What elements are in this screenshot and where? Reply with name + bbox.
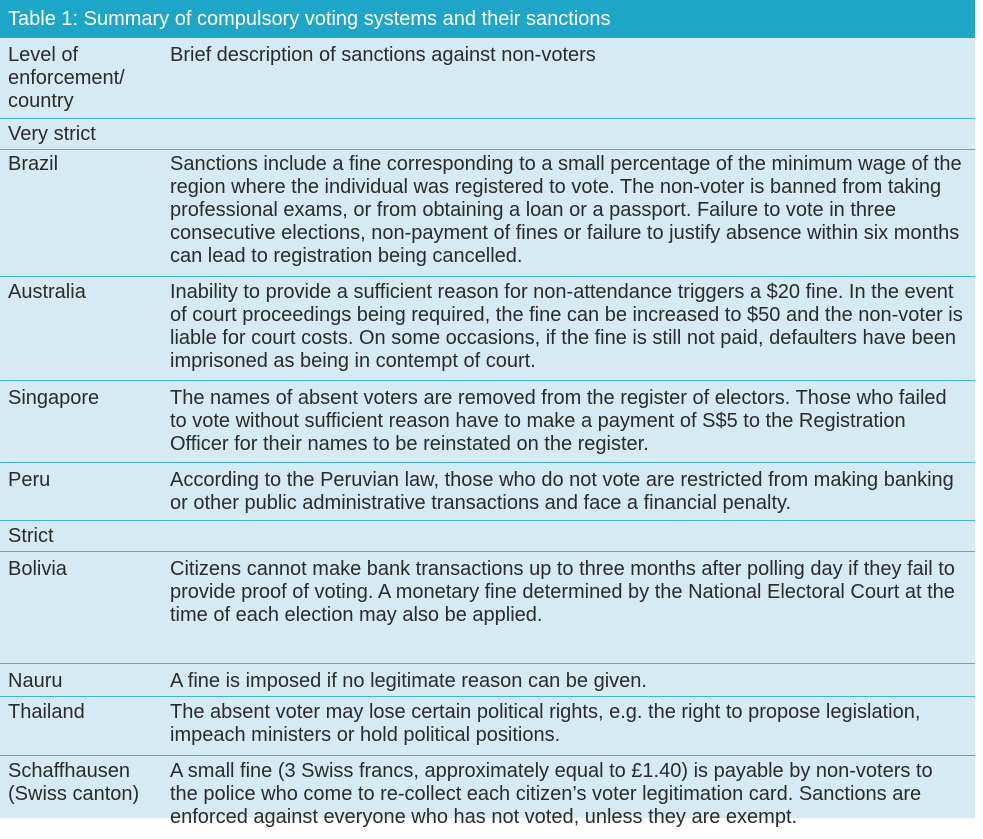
description-cell: According to the Peruvian law, those who do not vote are restricted from making banking or other public administrative transactions and face a financial penalty. <box>170 469 954 514</box>
table-title: Table 1: Summary of compulsory voting systems and their sanctions <box>0 0 975 38</box>
country-cell: Peru <box>8 469 51 491</box>
description-cell: The absent voter may lose certain political rights, e.g. the right to propose legislation, impeach ministers or hold political positions. <box>170 701 921 746</box>
section-very-strict <box>0 118 975 149</box>
table-row-nauru <box>0 663 975 696</box>
header-description: Brief description of sanctions against non-voters <box>170 44 596 66</box>
section-label: Strict <box>8 525 54 547</box>
description-cell: Sanctions include a fine corresponding to a small percentage of the minimum wage of the region where the individual was registered to vote. The non-voter is banned from taking professional exams, or from obtaining a loan or a passport. Failure to vote in three consecutive elections, non-payment of fines or failure to justify absence within six months can lead to registration being cancelled. <box>170 153 962 267</box>
table-row-peru <box>0 462 975 520</box>
table-row-singapore <box>0 380 975 462</box>
header-level-country: Level of enforcement/ country <box>8 44 125 112</box>
country-cell: Schaffhausen (Swiss canton) <box>8 760 140 805</box>
country-cell: Australia <box>8 281 86 303</box>
description-cell: The names of absent voters are removed from the register of electors. Those who failed to vote without sufficient reason have to make a payment of S$5 to the Registration Officer for their names to be reinstated on the register. <box>170 387 947 455</box>
table-row-australia <box>0 276 975 380</box>
section-strict <box>0 520 975 551</box>
country-cell: Thailand <box>8 701 85 723</box>
table-row-thailand <box>0 696 975 755</box>
country-cell: Bolivia <box>8 558 67 580</box>
description-cell: A small fine (3 Swiss francs, approximately equal to £1.40) is payable by non-voters to the police who come to re-collect each citizen’s voter legitimation card. Sanctions are enforced against everyone who has not voted, unless they are exempt. <box>170 760 933 828</box>
country-cell: Singapore <box>8 387 100 409</box>
table-row-schaffhausen <box>0 755 975 839</box>
table-row-brazil <box>0 149 975 276</box>
section-label: Very strict <box>8 123 96 145</box>
table-header-row <box>0 38 975 118</box>
country-cell: Brazil <box>8 153 59 175</box>
description-cell: Inability to provide a sufficient reason for non-attendance triggers a $20 fine. In the event of court proceedings being required, the fine can be increased to $50 and the non-voter is liable for court costs. On some occasions, if the fine is still not paid, defaulters have been imprisoned as being in contempt of court. <box>170 281 963 372</box>
description-cell: Citizens cannot make bank transactions up to three months after polling day if they fail to provide proof of voting. A monetary fine determined by the National Electoral Court at the time of each election may also be applied. <box>170 558 955 626</box>
country-cell: Nauru <box>8 670 63 692</box>
table-row-bolivia <box>0 551 975 663</box>
description-cell: A fine is imposed if no legitimate reason can be given. <box>170 670 647 692</box>
